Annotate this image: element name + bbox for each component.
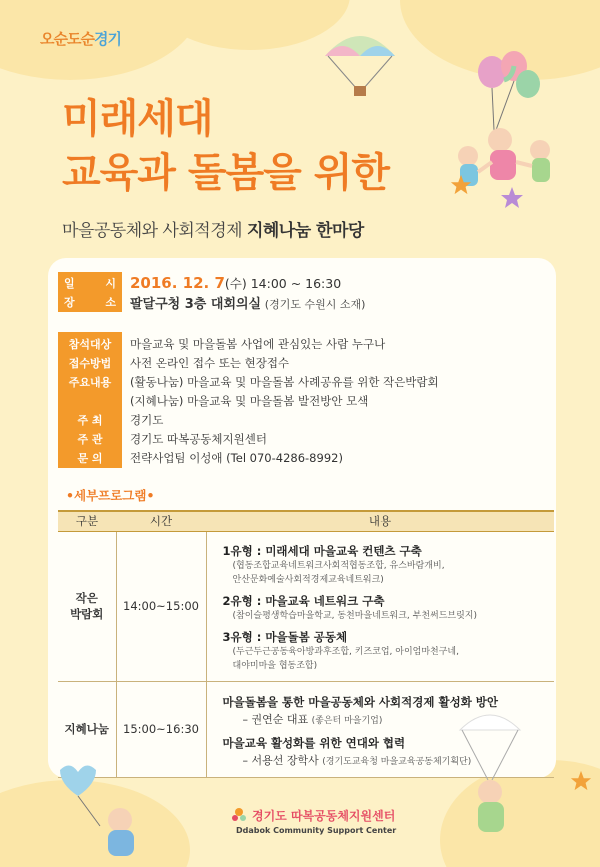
info-row bbox=[58, 411, 163, 429]
item-sub: 안산문화예술사회적경제교육네트워크) bbox=[232, 574, 384, 585]
row-content bbox=[206, 531, 554, 681]
row-type bbox=[58, 531, 116, 681]
info-label: 참석대상 bbox=[68, 338, 112, 351]
title-line2: 교육과 돌봄을 위한 bbox=[62, 150, 389, 196]
place-value bbox=[130, 293, 365, 312]
info-row bbox=[58, 354, 289, 372]
star-icon bbox=[450, 174, 472, 196]
date-label-char: 일 bbox=[64, 277, 75, 290]
item-sub: (두근두근공동육아방과후조합, 키즈코업, 아이엄마천구네, bbox=[232, 646, 459, 657]
item-head: 1유형 : 미래세대 마을교육 컨텐츠 구축 bbox=[222, 543, 422, 558]
event-place-note: (경기도 수원시 소재) bbox=[264, 297, 366, 311]
item-head: 마을돌봄을 통한 마을공동체와 사회적경제 활성화 방안 bbox=[222, 694, 499, 709]
gyeonggi-logo bbox=[40, 28, 121, 49]
ddabok-logo-icon bbox=[230, 806, 248, 824]
speaker-org: (좋은터 마을기업) bbox=[311, 715, 383, 726]
info-label: 주 최 bbox=[77, 414, 103, 427]
info-row bbox=[58, 373, 439, 391]
page-title bbox=[62, 92, 442, 200]
item-head: 마을교육 활성화를 위한 연대와 협력 bbox=[222, 735, 406, 750]
speaker-name: – 권연순 대표 bbox=[242, 712, 309, 726]
place-label bbox=[58, 294, 122, 310]
event-date: 2016. 12. 7 bbox=[130, 274, 225, 292]
footer-org bbox=[230, 806, 396, 835]
logo-part2: 경기 bbox=[93, 30, 121, 48]
event-place: 팔달구청 3층 대회의실 bbox=[130, 296, 262, 312]
type-line: 박람회 bbox=[70, 607, 104, 621]
star-icon bbox=[570, 770, 592, 792]
speaker-name: – 서용선 장학사 bbox=[242, 753, 319, 767]
info-value: (활동나눔) 마을교육 및 마을돌봄 사례공유를 위한 작은박람회 bbox=[130, 375, 439, 389]
info-label: 접수방법 bbox=[68, 357, 112, 370]
table-header-row bbox=[58, 511, 554, 531]
item-head: 3유형 : 마을돌봄 공동체 bbox=[222, 629, 348, 644]
info-row bbox=[58, 392, 368, 410]
title-line1: 미래세대 bbox=[62, 96, 213, 142]
info-label: 주요내용 bbox=[68, 376, 112, 389]
type-line: 작은 bbox=[75, 591, 98, 605]
info-value: 전략사업팀 이성애 (Tel 070-4286-8992) bbox=[130, 451, 343, 465]
subtitle-bold: 지혜나눔 한마당 bbox=[246, 221, 364, 241]
info-label: 문 의 bbox=[77, 452, 103, 465]
place-label-char: 소 bbox=[105, 296, 116, 309]
info-row bbox=[58, 335, 385, 353]
date-label bbox=[58, 275, 122, 291]
date-row bbox=[58, 274, 341, 292]
item-sub: (참이슬평생학습마을학교, 동천마을네트워크, 부천써드브릿지) bbox=[232, 610, 478, 621]
info-value: 경기도 bbox=[130, 413, 164, 427]
row-type: 지혜나눔 bbox=[58, 681, 116, 777]
item-sub: (협동조합교육네트워크사회적협동조합, 유스바람개비, bbox=[232, 560, 445, 571]
info-label: 주 관 bbox=[77, 433, 103, 446]
row-time: 15:00~16:30 bbox=[116, 681, 206, 777]
speaker-org: (경기도교육청 마을교육공동체기획단) bbox=[322, 756, 472, 767]
info-value: 마을교육 및 마을돌봄 사업에 관심있는 사람 누구나 bbox=[130, 337, 386, 351]
date-value bbox=[130, 274, 341, 292]
place-row bbox=[58, 293, 365, 311]
info-value: 경기도 따복공동체지원센터 bbox=[130, 432, 267, 446]
kid-parachute-illustration bbox=[440, 700, 560, 840]
info-value: 사전 온라인 접수 또는 현장접수 bbox=[130, 356, 290, 370]
table-row bbox=[58, 531, 554, 681]
footer-english-name: Ddabok Community Support Center bbox=[236, 826, 397, 835]
info-value: (지혜나눔) 마을교육 및 마을돌봄 발전방안 모색 bbox=[130, 394, 369, 408]
header-type: 구분 bbox=[58, 511, 116, 531]
page-subtitle bbox=[62, 216, 462, 241]
date-label-char: 시 bbox=[105, 277, 116, 290]
subtitle-normal: 마을공동체와 사회적경제 bbox=[62, 221, 243, 241]
item-head: 2유형 : 마을교육 네트워크 구축 bbox=[222, 593, 385, 608]
star-icon bbox=[500, 186, 524, 210]
info-row bbox=[58, 449, 343, 467]
header-content: 내용 bbox=[206, 511, 554, 531]
section-title: •세부프로그램• bbox=[66, 488, 155, 503]
event-time: (수) 14:00 ~ 16:30 bbox=[224, 276, 342, 291]
place-label-char: 장 bbox=[64, 296, 75, 309]
logo-part1: 오순도순 bbox=[40, 30, 94, 48]
row-time: 14:00~15:00 bbox=[116, 531, 206, 681]
kid-balloon-illustration bbox=[40, 760, 170, 860]
item-sub: 대야미마을 협동조합) bbox=[232, 660, 318, 671]
info-row bbox=[58, 430, 267, 448]
header-time: 시간 bbox=[116, 511, 206, 531]
footer-name: 경기도 따복공동체지원센터 bbox=[252, 808, 396, 823]
